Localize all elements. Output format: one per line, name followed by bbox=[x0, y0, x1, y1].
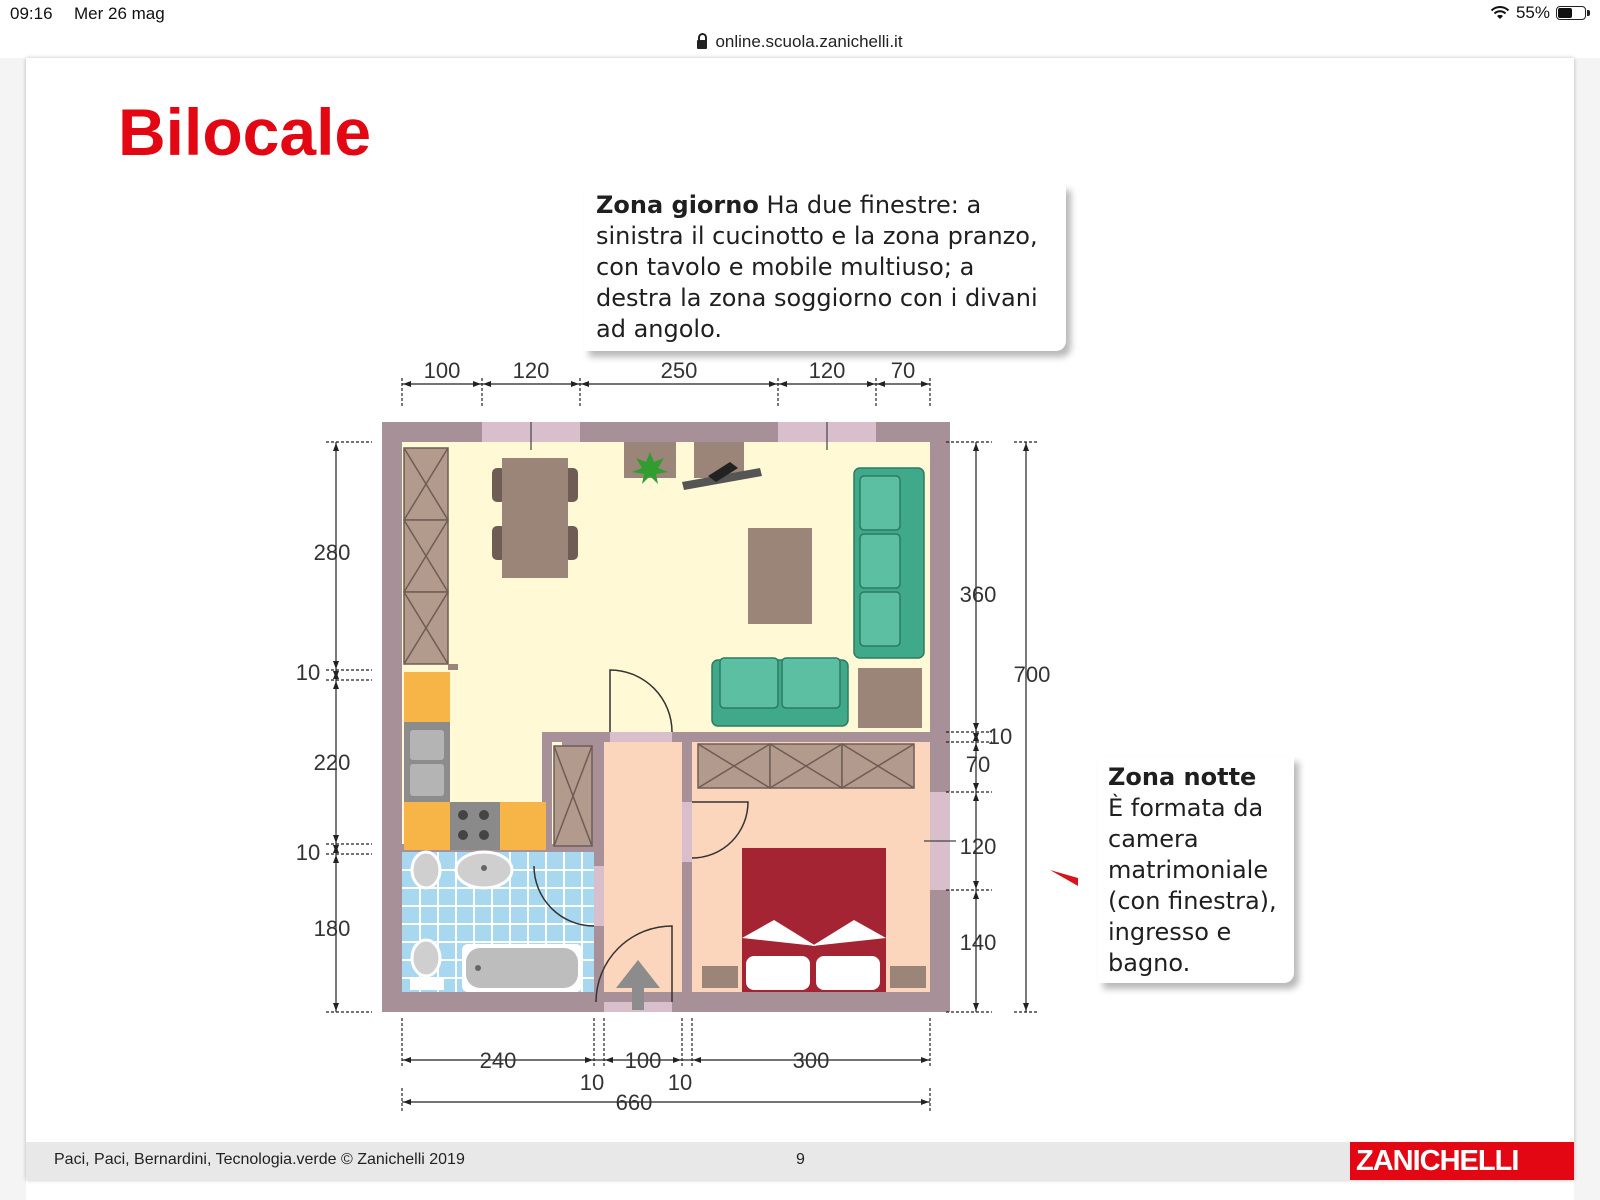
battery-percentage: 55% bbox=[1515, 3, 1550, 22]
citation: Paci, Paci, Bernardini, Tecnologia.verde © Zanichelli 2019 bbox=[54, 1151, 465, 1168]
dimension-arrowhead bbox=[973, 723, 979, 731]
bottom-dimension-label: 300 bbox=[792, 1048, 830, 1073]
top-dimension-label: 250 bbox=[660, 358, 698, 383]
bathtub bbox=[466, 948, 578, 988]
address-bar[interactable] bbox=[0, 26, 1600, 58]
callout-zona-giorno bbox=[584, 184, 1066, 351]
battery-icon bbox=[1556, 6, 1586, 20]
nightstand-left bbox=[702, 966, 738, 988]
right-dimension-label: 360 bbox=[959, 582, 997, 607]
bottom-wall-label: 10 bbox=[667, 1070, 693, 1095]
dimension-arrowhead bbox=[769, 381, 777, 387]
top-dimension-label: 100 bbox=[423, 358, 461, 383]
dimension-arrowhead bbox=[973, 881, 979, 889]
status-icons bbox=[1490, 3, 1586, 23]
dimension-arrowhead bbox=[973, 891, 979, 899]
dimension-arrowhead bbox=[403, 1057, 411, 1063]
top-dimension-label: 120 bbox=[512, 358, 550, 383]
right-dimension-label: 10 bbox=[987, 724, 1013, 749]
dimension-arrowhead bbox=[693, 1057, 701, 1063]
dimension-arrowhead bbox=[779, 381, 787, 387]
dimension-arrowhead bbox=[403, 381, 411, 387]
top-dimension-label: 70 bbox=[890, 358, 916, 383]
living-door-opening bbox=[610, 732, 672, 742]
battery-level-fill bbox=[1558, 8, 1572, 18]
slide-footer bbox=[26, 1142, 1574, 1180]
coffee-table bbox=[748, 528, 812, 624]
kitchen-counter-top bbox=[404, 672, 450, 722]
callout-notte-text: È formata da camera matrimoniale (con finestra), ingresso e bagno. bbox=[1108, 794, 1277, 977]
cooktop bbox=[450, 802, 500, 850]
dimension-arrowhead bbox=[973, 443, 979, 451]
callout-notte-pointer bbox=[1050, 870, 1078, 886]
bidet bbox=[412, 852, 440, 888]
left-dimension-label: 10 bbox=[295, 660, 321, 685]
dimension-arrowhead bbox=[483, 381, 491, 387]
bottom-total-dimension-label: 660 bbox=[615, 1090, 653, 1115]
top-dimension-label: 120 bbox=[808, 358, 846, 383]
dimension-arrowhead bbox=[571, 381, 579, 387]
dimension-arrowhead bbox=[1023, 443, 1029, 451]
dimension-arrowhead bbox=[585, 1057, 593, 1063]
dining-table bbox=[502, 458, 568, 578]
dimension-arrowhead bbox=[973, 743, 979, 751]
lock-icon bbox=[697, 40, 707, 49]
bedroom-door-opening bbox=[682, 802, 692, 862]
status-bar bbox=[0, 0, 1600, 26]
left-dimension-label: 280 bbox=[313, 540, 351, 565]
viewer-margin-right bbox=[1574, 58, 1600, 1200]
bathroom-door-opening bbox=[594, 866, 604, 926]
dimension-arrowhead bbox=[921, 381, 929, 387]
clock: 09:16 bbox=[10, 4, 53, 23]
right-dimension-label: 120 bbox=[959, 834, 997, 859]
dimension-arrowhead bbox=[877, 381, 885, 387]
dimension-arrowhead bbox=[921, 1057, 929, 1063]
callout-giorno-heading: Zona giorno bbox=[596, 191, 759, 219]
dimension-arrowhead bbox=[1023, 1003, 1029, 1011]
bottom-dimension-label: 100 bbox=[624, 1048, 662, 1073]
bottom-wall-label: 10 bbox=[579, 1070, 605, 1095]
wifi-icon bbox=[1490, 5, 1510, 21]
callout-notte-heading: Zona notte bbox=[1108, 763, 1257, 791]
left-dimension-label: 10 bbox=[295, 840, 321, 865]
right-dimension-label: 70 bbox=[965, 752, 991, 777]
dimension-arrowhead bbox=[581, 381, 589, 387]
hall-east-wall bbox=[682, 742, 692, 992]
dimension-arrowhead bbox=[973, 1003, 979, 1011]
side-table bbox=[858, 668, 922, 728]
toilet bbox=[412, 940, 440, 976]
dimension-arrowhead bbox=[333, 1003, 339, 1011]
living-floor bbox=[402, 442, 930, 732]
dimension-arrowhead bbox=[333, 681, 339, 689]
dimension-arrowhead bbox=[333, 855, 339, 863]
dimension-arrowhead bbox=[333, 661, 339, 669]
multiuse-cabinet bbox=[404, 448, 448, 664]
url-text[interactable]: online.scuola.zanichelli.it bbox=[715, 32, 903, 51]
kitchen-cabinet bbox=[554, 746, 592, 846]
date: Mer 26 mag bbox=[74, 4, 165, 23]
dimension-arrowhead bbox=[333, 835, 339, 843]
dimension-arrowhead bbox=[973, 783, 979, 791]
callout-zona-notte bbox=[1098, 756, 1294, 983]
dimension-arrowhead bbox=[605, 1057, 613, 1063]
left-dimension-label: 220 bbox=[313, 750, 351, 775]
viewer-margin-left bbox=[0, 58, 26, 1200]
nightstand-right bbox=[890, 966, 926, 988]
page-number: 9 bbox=[796, 1151, 805, 1168]
dimension-arrowhead bbox=[403, 1099, 411, 1105]
dimension-arrowhead bbox=[333, 443, 339, 451]
slide-title: Bilocale bbox=[118, 95, 372, 169]
right-dimension-label: 140 bbox=[959, 930, 997, 955]
bottom-dimension-label: 240 bbox=[479, 1048, 517, 1073]
dimension-arrowhead bbox=[673, 1057, 681, 1063]
right-total-dimension-label: 700 bbox=[1013, 662, 1051, 687]
wardrobe bbox=[698, 744, 914, 788]
dimension-arrowhead bbox=[973, 793, 979, 801]
dimension-arrowhead bbox=[473, 381, 481, 387]
left-dimension-label: 180 bbox=[313, 916, 351, 941]
dimension-arrowhead bbox=[921, 1099, 929, 1105]
hallway-floor bbox=[604, 742, 682, 992]
dimension-arrowhead bbox=[867, 381, 875, 387]
zanichelli-logo[interactable]: ZANICHELLI bbox=[1350, 1142, 1574, 1180]
living-south-wall bbox=[542, 732, 930, 742]
callout-giorno-text: Ha due finestre: a sinistra il cucinotto e la zona pranzo, con tavolo e mobile multiuso; a destra la zona soggiorno con i divani ad angolo. bbox=[596, 191, 1038, 343]
slide bbox=[26, 58, 1574, 1180]
